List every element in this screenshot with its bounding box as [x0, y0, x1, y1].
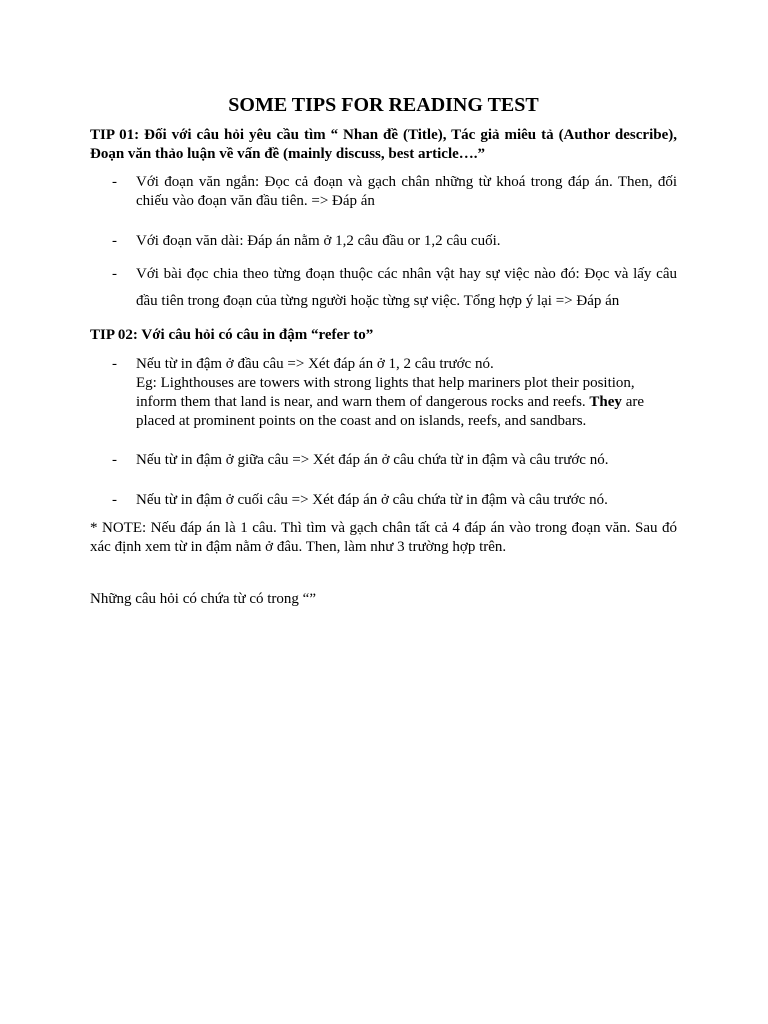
list-item-text: Với đoạn văn dài: Đáp án nằm ở 1,2 câu đầu or 1,2 câu cuối. — [136, 233, 501, 249]
list-item — [90, 173, 677, 211]
example-bold-word: They — [589, 394, 622, 410]
example-text-start: Eg: Lighthouses are towers with strong lights that help mariners plot their position, inform them that land is near, and warn them of dangerous rocks and reefs. — [136, 375, 635, 410]
example-text-end: are placed at prominent points on the coast and on islands, reefs, and sandbars. — [136, 394, 644, 429]
footer-line: Những câu hỏi có chứa từ có trong “” — [90, 591, 316, 607]
bullet-dash: - — [112, 266, 117, 282]
list-item-text: Nếu từ in đậm ở giữa câu => Xét đáp án ở câu chứa từ in đậm và câu trước nó. — [136, 452, 609, 468]
tip-01-heading: TIP 01: Đối với câu hỏi yêu cầu tìm “ Nhan đề (Title), Tác giả miêu tả (Author describe), Đoạn văn thảo luận về vấn đề (mainly discuss, best article….” — [90, 127, 677, 162]
list-item-text: Với bài đọc chia theo từng đoạn thuộc các nhân vật hay sự việc nào đó: Đọc và lấy câu đầu tiên trong đoạn của từng người hoặc từng sự việc. Tổng hợp ý lại => Đáp án — [136, 266, 677, 309]
list-item — [90, 261, 677, 315]
bullet-dash: - — [112, 452, 117, 468]
note-paragraph: * NOTE: Nếu đáp án là 1 câu. Thì tìm và gạch chân tất cả 4 đáp án vào trong đoạn văn. Sau đó xác định xem từ in đậm nằm ở đâu. Then, làm như 3 trường hợp trên. — [90, 520, 677, 555]
list-item-text: Với đoạn văn ngắn: Đọc cả đoạn và gạch chân những từ khoá trong đáp án. Then, đối chiếu vào đoạn văn đầu tiên. => Đáp án — [136, 174, 677, 209]
document-page — [90, 92, 677, 609]
list-item — [90, 355, 677, 431]
bullet-dash: - — [112, 174, 117, 190]
example-text — [136, 374, 677, 431]
list-item-text: Nếu từ in đậm ở cuối câu => Xét đáp án ở câu chứa từ in đậm và câu trước nó. — [136, 492, 608, 508]
list-item — [90, 491, 677, 510]
bullet-dash: - — [112, 233, 117, 249]
tip-02-list — [90, 355, 677, 510]
tip-01-list — [90, 173, 677, 315]
list-item — [90, 451, 677, 470]
bullet-dash: - — [112, 492, 117, 508]
list-item-text: Nếu từ in đậm ở đầu câu => Xét đáp án ở 1, 2 câu trước nó. — [136, 356, 494, 372]
bullet-dash: - — [112, 356, 117, 372]
page-title: SOME TIPS FOR READING TEST — [228, 94, 539, 116]
tip-02-heading: TIP 02: Với câu hỏi có câu in đậm “refer to” — [90, 327, 374, 343]
list-item — [90, 232, 677, 251]
